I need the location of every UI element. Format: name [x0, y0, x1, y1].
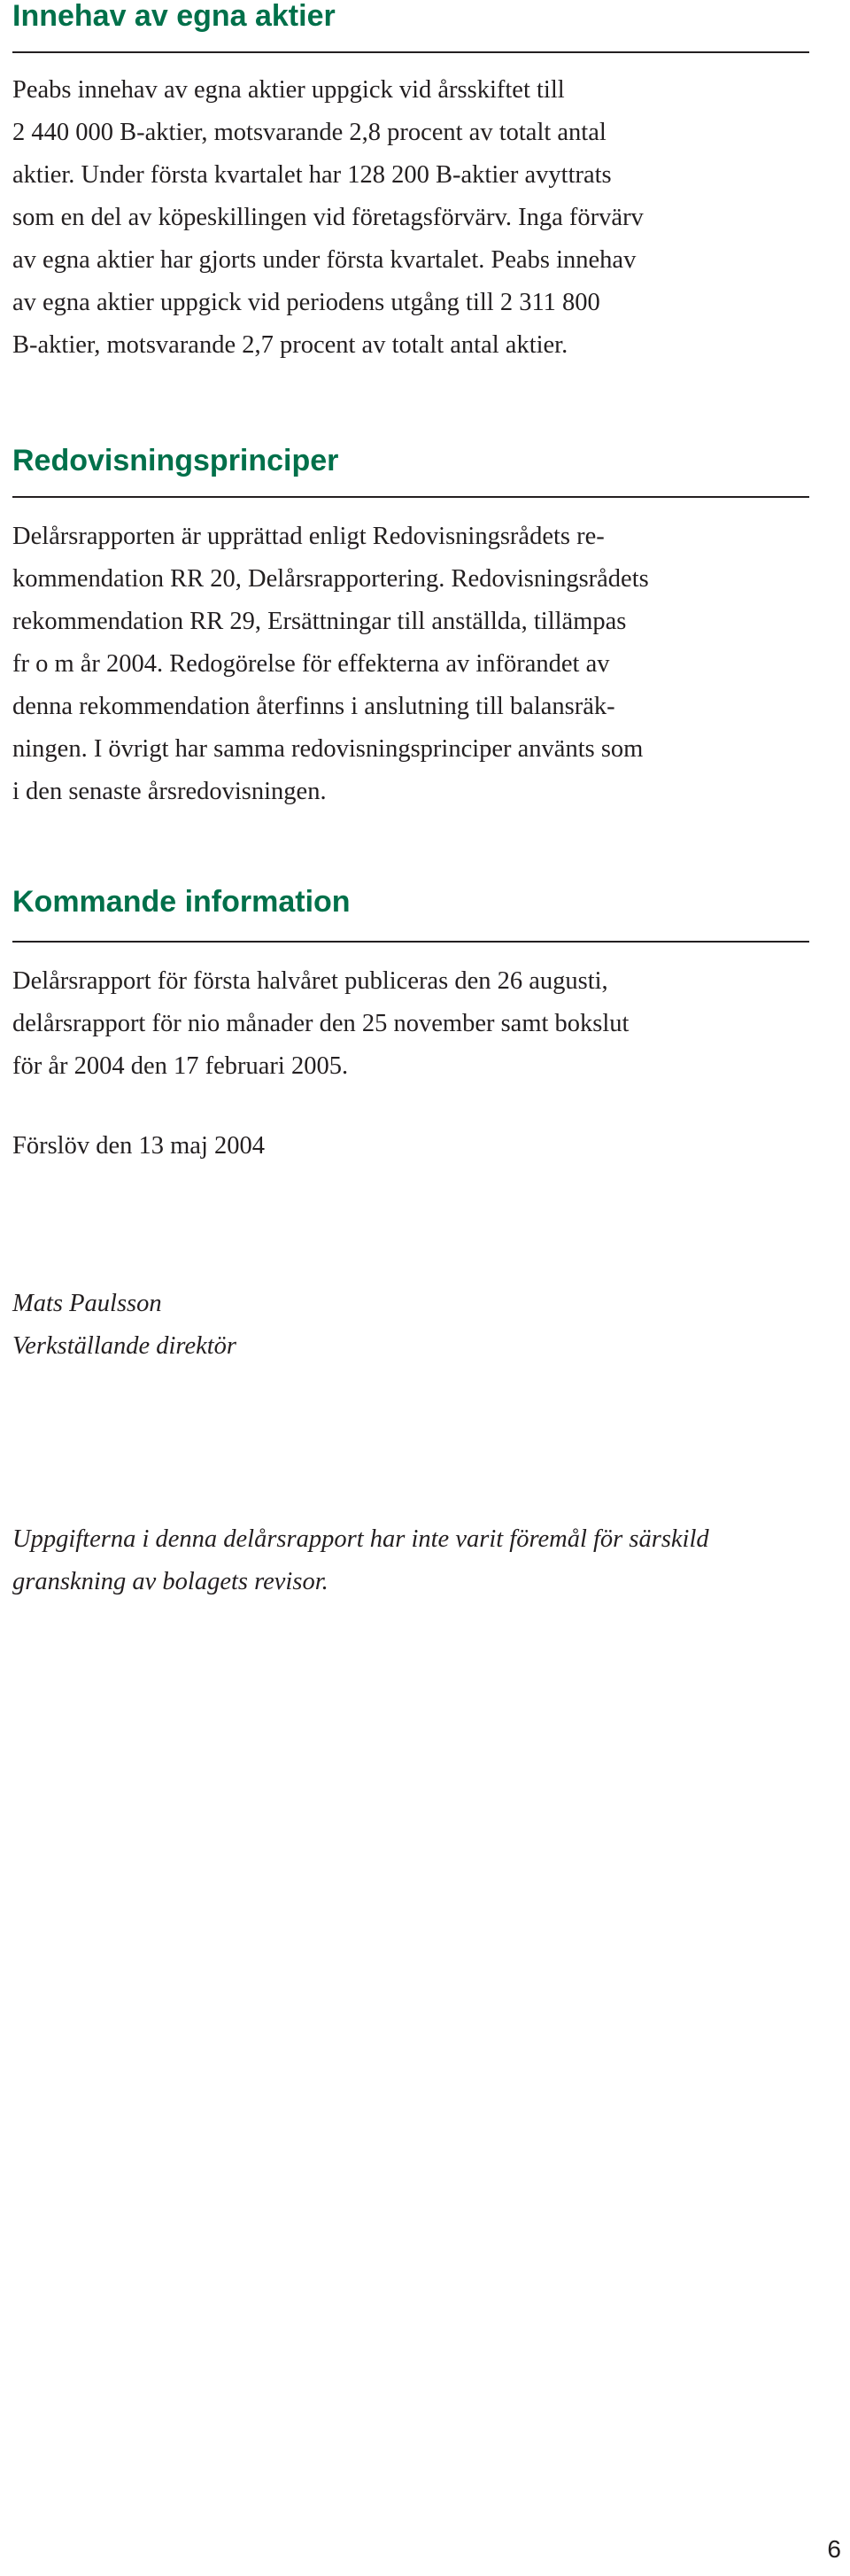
section-rule: [12, 941, 809, 943]
text-line: delårsrapport för nio månader den 25 november samt bokslut: [12, 1010, 630, 1037]
text-line: för år 2004 den 17 februari 2005.: [12, 1052, 349, 1080]
text-line: 2 440 000 B-aktier, motsvarande 2,8 procent av totalt antal: [12, 119, 607, 146]
signatory: [12, 1283, 236, 1368]
paragraph-redovisningsprinciper: [12, 516, 649, 813]
page-number: 6: [827, 2535, 841, 2563]
section-heading-kommande-information: Kommande information: [12, 885, 351, 919]
paragraph-innehav: [12, 69, 644, 367]
text-line: rekommendation RR 29, Ersättningar till anställda, tillämpas: [12, 608, 627, 635]
text-line: denna rekommendation återfinns i anslutning till balansräk-: [12, 693, 615, 720]
text-line: Delårsrapport för första halvåret publiceras den 26 augusti,: [12, 967, 608, 995]
text-line: B-aktier, motsvarande 2,7 procent av totalt antal aktier.: [12, 331, 568, 359]
text-line: kommendation RR 20, Delårsrapportering. Redovisningsrådets: [12, 565, 649, 593]
section-heading-redovisningsprinciper: Redovisningsprinciper: [12, 444, 339, 477]
review-note: [12, 1518, 709, 1603]
text-line: granskning av bolagets revisor.: [12, 1568, 328, 1595]
place-date: [12, 1125, 265, 1168]
text-line: Delårsrapporten är upprättad enligt Redovisningsrådets re-: [12, 523, 605, 550]
text-line: fr o m år 2004. Redogörelse för effekterna av införandet av: [12, 650, 610, 678]
signatory-title: Verkställande direktör: [12, 1332, 237, 1360]
place-date-text: Förslöv den 13 maj 2004: [12, 1132, 265, 1160]
text-line: i den senaste årsredovisningen.: [12, 778, 327, 805]
text-line: av egna aktier har gjorts under första kvartalet. Peabs innehav: [12, 246, 637, 274]
text-line: som en del av köpeskillingen vid företagsförvärv. Inga förvärv: [12, 204, 644, 231]
text-line: ningen. I övrigt har samma redovisningsprinciper använts som: [12, 735, 644, 763]
section-heading-innehav: Innehav av egna aktier: [12, 0, 336, 33]
paragraph-kommande-information: [12, 960, 629, 1088]
text-line: aktier. Under första kvartalet har 128 200 B-aktier avyttrats: [12, 161, 612, 189]
text-line: Uppgifterna i denna delårsrapport har inte varit föremål för särskild: [12, 1525, 709, 1553]
section-rule: [12, 51, 809, 53]
text-line: av egna aktier uppgick vid periodens utgång till 2 311 800: [12, 289, 600, 316]
section-rule: [12, 496, 809, 498]
signatory-name: Mats Paulsson: [12, 1290, 162, 1317]
text-line: Peabs innehav av egna aktier uppgick vid årsskiftet till: [12, 76, 565, 104]
